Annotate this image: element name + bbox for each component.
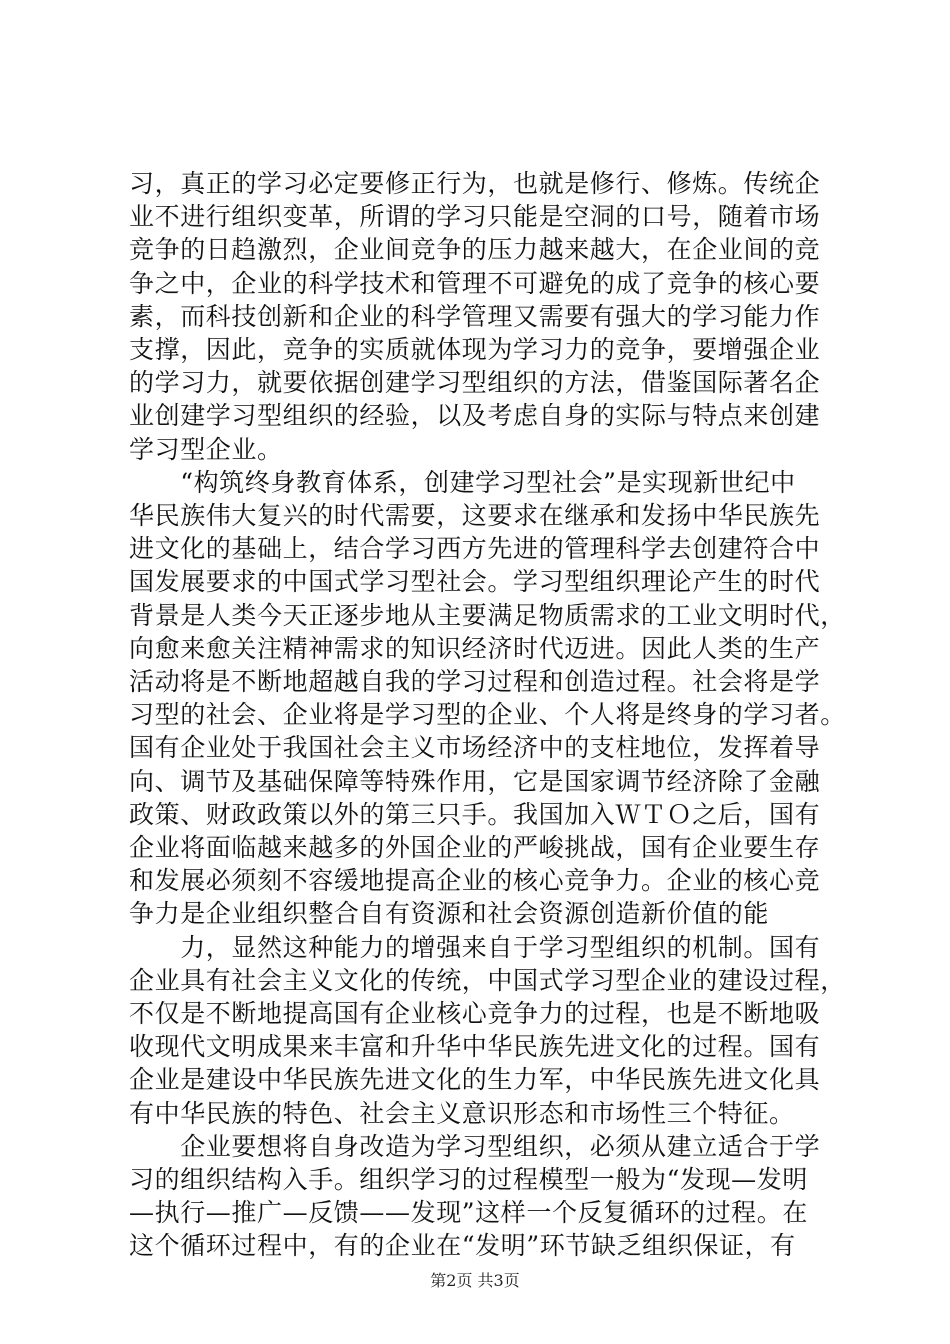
page-footer: 第2页 共3页 (430, 1271, 520, 1290)
text-line: 和发展必须刻不容缓地提高企业的核心竞争力。企业的核心竞 (129, 866, 821, 895)
text-line: 背景是人类今天正逐步地从主要满足物质需求的工业文明时代， (129, 601, 846, 630)
text-line: 习，真正的学习必定要修正行为，也就是修行、修炼。传统企 (129, 169, 821, 198)
text-line: 支撑，因此，竞争的实质就体现为学习力的竞争，要增强企业 (129, 335, 821, 364)
text-line: 习的组织结构入手。组织学习的过程模型一般为“发现—发明 (129, 1165, 808, 1194)
text-line: 企业要想将自身改造为学习型组织，必须从建立适合于学 (129, 1132, 821, 1161)
text-line: 向愈来愈关注精神需求的知识经济时代迈进。因此人类的生产 (129, 634, 821, 663)
text-line: 业创建学习型组织的经验，以及考虑自身的实际与特点来创建 (129, 401, 821, 430)
text-line: 企业具有社会主义文化的传统，中国式学习型企业的建设过程， (129, 966, 846, 995)
text-line: 学习型企业。 (129, 435, 283, 464)
text-line: 企业将面临越来越多的外国企业的严峻挑战，国有企业要生存 (129, 833, 821, 862)
text-line: 力，显然这种能力的增强来自于学习型组织的机制。国有 (129, 933, 821, 962)
text-line: 企业是建设中华民族先进文化的生力军，中华民族先进文化具 (129, 1065, 821, 1094)
text-line: 争力是企业组织整合自有资源和社会资源创造新价值的能 (129, 899, 770, 928)
text-line: 有中华民族的特色、社会主义意识形态和市场性三个特征。 (129, 1099, 795, 1128)
text-line: 这个循环过程中，有的企业在“发明”环节缺乏组织保证，有 (129, 1231, 796, 1260)
text-line: 素，而科技创新和企业的科学管理又需要有强大的学习能力作 (129, 302, 821, 331)
text-line: “构筑终身教育体系，创建学习型社会”是实现新世纪中 (129, 468, 796, 497)
text-line: 进文化的基础上，结合学习西方先进的管理科学去创建符合中 (129, 534, 821, 563)
text-line: 习型的社会、企业将是学习型的企业、个人将是终身的学习者。 (129, 700, 846, 729)
text-line: 业不进行组织变革，所谓的学习只能是空洞的口号，随着市场 (129, 202, 821, 231)
text-line: 竞争的日趋激烈，企业间竞争的压力越来越大，在企业间的竞 (129, 235, 821, 264)
text-line: 争之中，企业的科学技术和管理不可避免的成了竞争的核心要 (129, 269, 821, 298)
text-line: 政策、财政政策以外的第三只手。我国加入ＷＴＯ之后，国有 (129, 800, 821, 829)
text-line: 收现代文明成果来丰富和升华中华民族先进文化的过程。国有 (129, 1032, 821, 1061)
text-line: 华民族伟大复兴的时代需要，这要求在继承和发扬中华民族先 (129, 501, 821, 530)
text-line: 不仅是不断地提高国有企业核心竞争力的过程，也是不断地吸 (129, 999, 821, 1028)
text-line: 活动将是不断地超越自我的学习过程和创造过程。社会将是学 (129, 667, 821, 696)
text-line: 的学习力，就要依据创建学习型组织的方法，借鉴国际著名企 (129, 368, 821, 397)
text-line: —执行—推广—反馈——发现”这样一个反复循环的过程。在 (129, 1198, 808, 1227)
text-line: 国发展要求的中国式学习型社会。学习型组织理论产生的时代 (129, 567, 821, 596)
text-line: 国有企业处于我国社会主义市场经济中的支柱地位，发挥着导 (129, 733, 821, 762)
text-line: 向、调节及基础保障等特殊作用，它是国家调节经济除了金融 (129, 767, 821, 796)
